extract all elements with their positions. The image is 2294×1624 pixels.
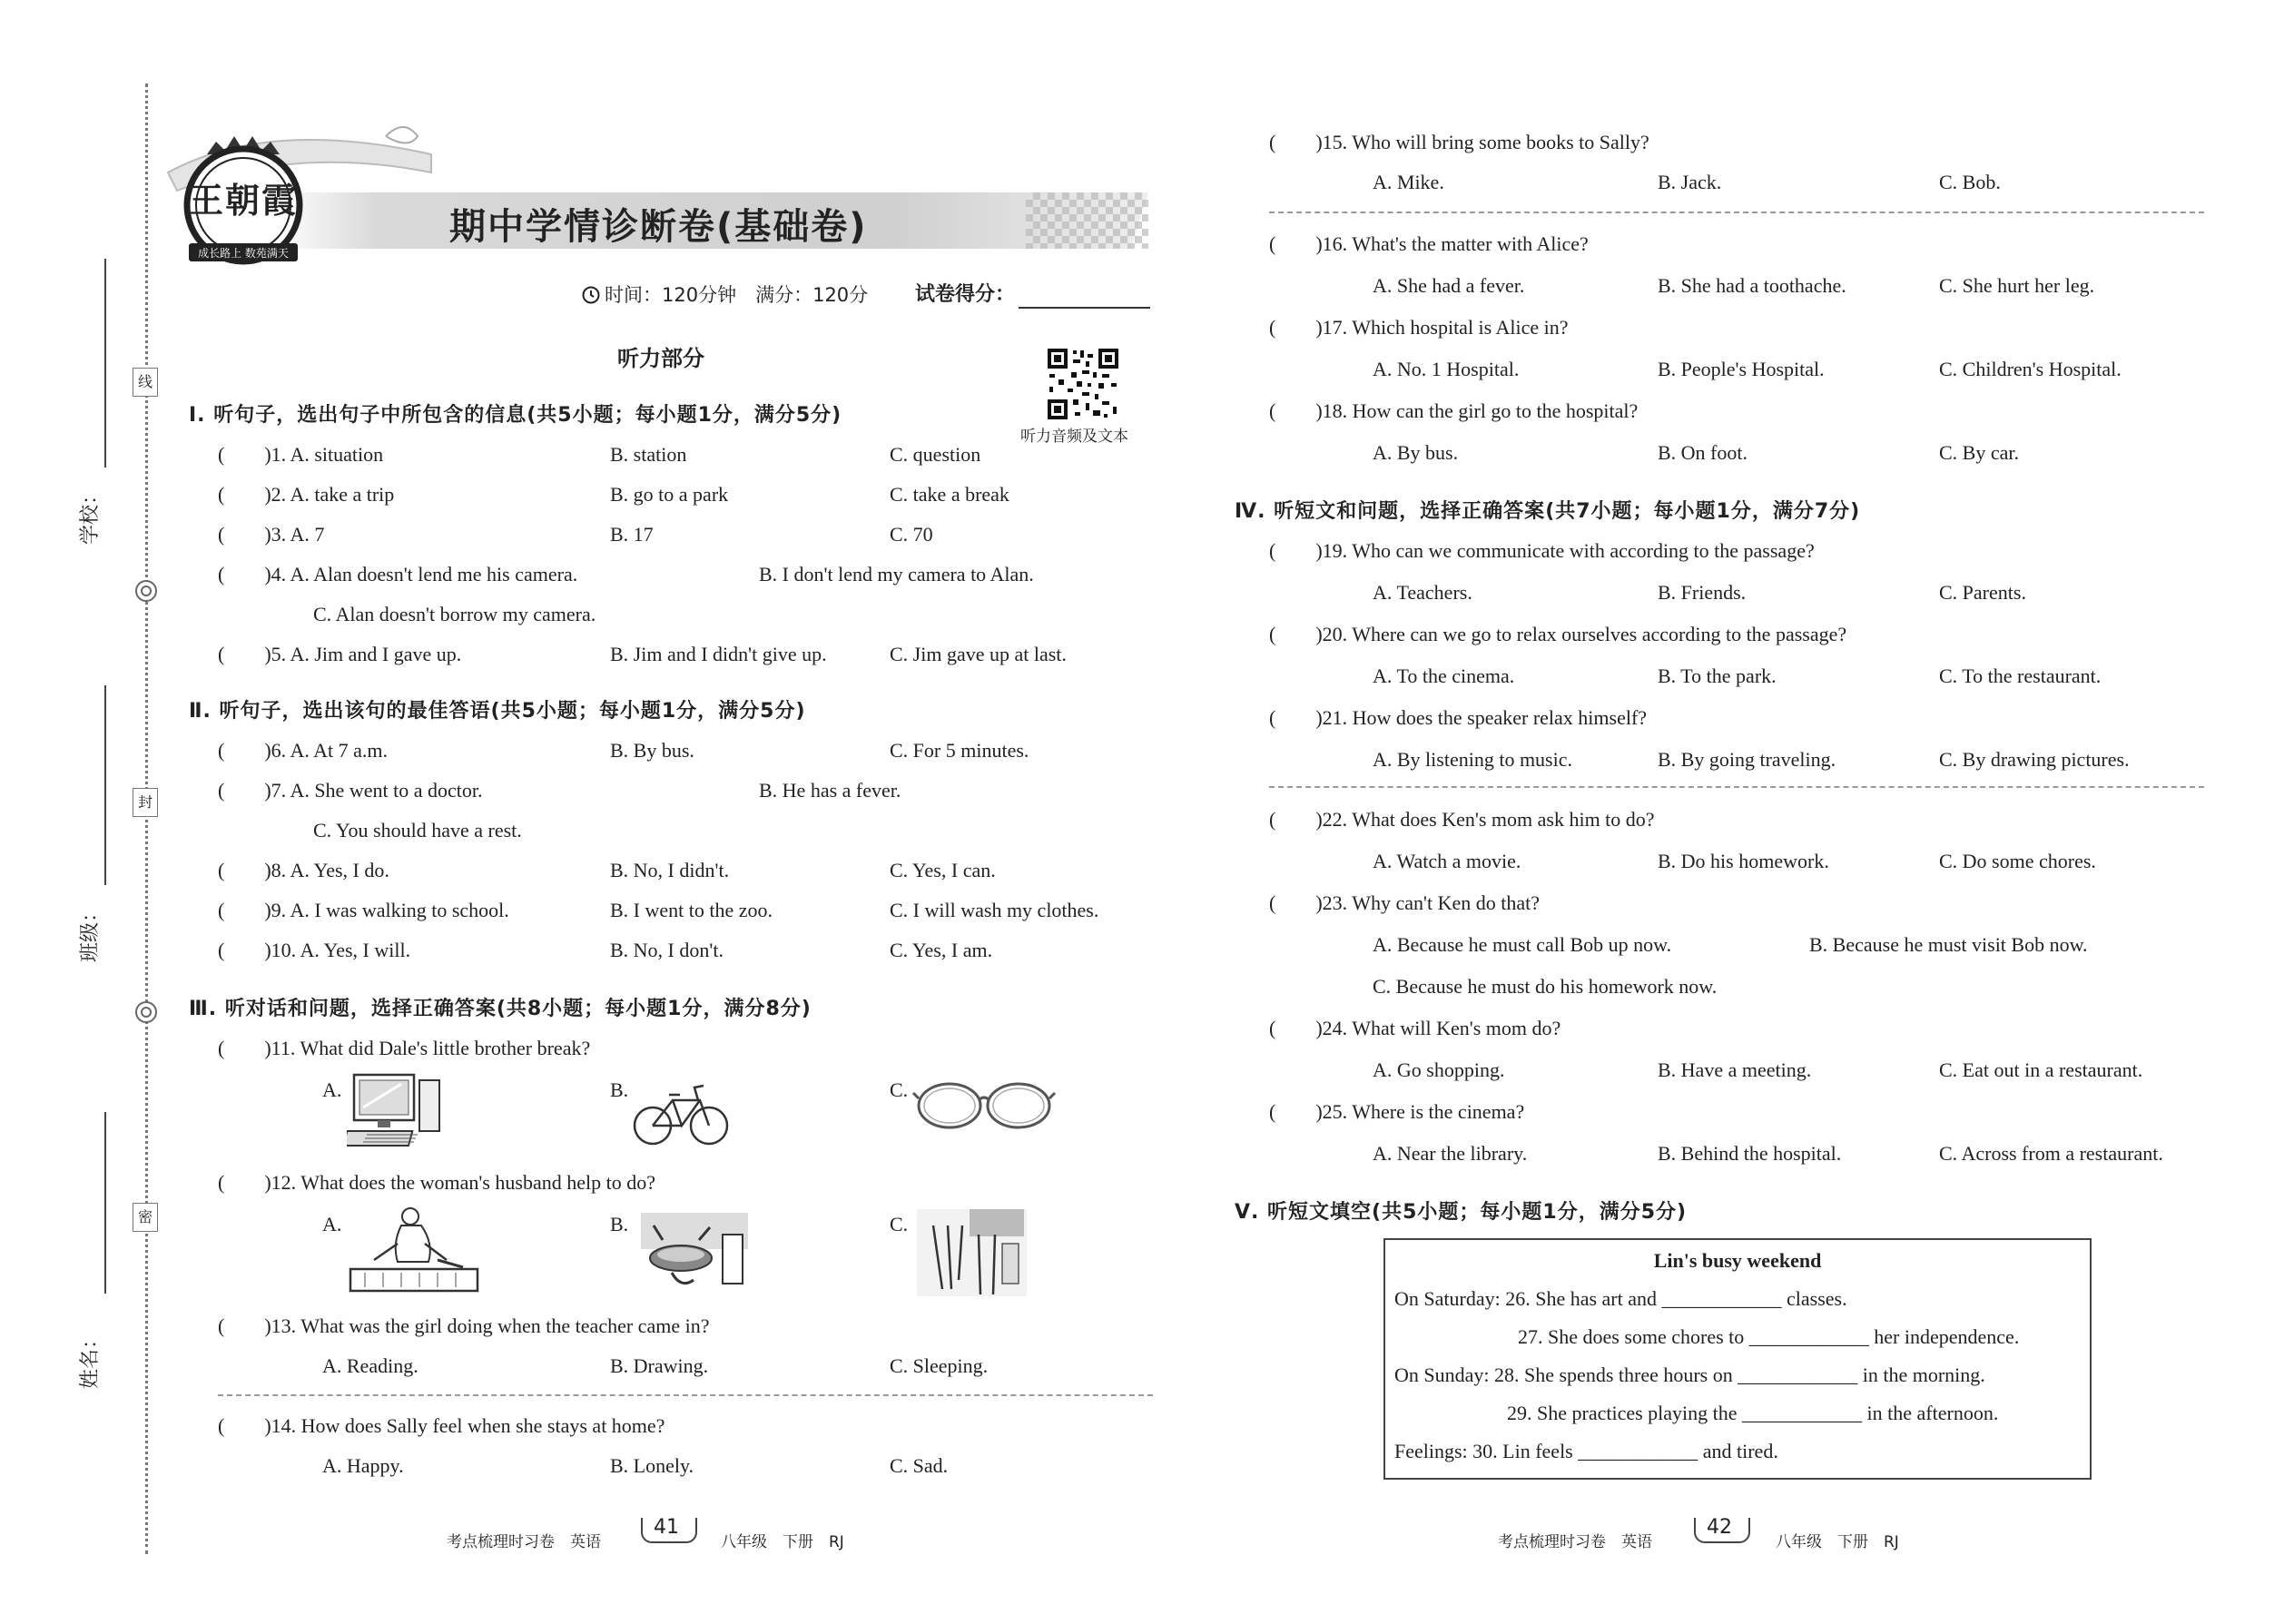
q24-option-c: C. Eat out in a restaurant. bbox=[1939, 1058, 2143, 1081]
q6-stem: ( )6. A. At 7 a.m. bbox=[218, 739, 388, 762]
q17-stem: ( )17. Which hospital is Alice in? bbox=[1269, 316, 1569, 339]
q11-option-b-label: B. bbox=[610, 1078, 629, 1101]
fill-in-line-29[interactable]: 29. She practices playing the ____________ in the afternoon. bbox=[1507, 1402, 1999, 1424]
divider-dashed bbox=[1269, 212, 2204, 213]
q3-option-b: B. 17 bbox=[610, 523, 654, 546]
title-band-checker bbox=[1026, 192, 1148, 249]
q3-stem: ( )3. A. 7 bbox=[218, 523, 325, 546]
q20-option-c: C. To the restaurant. bbox=[1939, 664, 2102, 687]
binding-mark-feng: 封 bbox=[133, 788, 158, 817]
q17-option-b: B. People's Hospital. bbox=[1658, 358, 1825, 380]
section-4-heading: Ⅳ. 听短文和问题，选择正确答案(共7小题；每小题1分，满分7分) bbox=[1235, 500, 1861, 523]
q17-option-a: A. No. 1 Hospital. bbox=[1373, 358, 1520, 380]
q20-option-a: A. To the cinema. bbox=[1373, 664, 1515, 687]
q6-option-b: B. By bus. bbox=[610, 739, 694, 762]
q12-option-b-label: B. bbox=[610, 1213, 629, 1235]
q5-option-b: B. Jim and I didn't give up. bbox=[610, 643, 827, 665]
name-field-label: 姓名： bbox=[79, 1328, 102, 1389]
section-3-heading: Ⅲ. 听对话和问题，选择正确答案(共8小题；每小题1分，满分8分) bbox=[189, 998, 812, 1020]
listening-section-title: 听力部分 bbox=[617, 346, 704, 371]
q8-option-c: C. Yes, I can. bbox=[890, 859, 996, 881]
clock-icon bbox=[581, 285, 601, 305]
q9-stem: ( )9. A. I was walking to school. bbox=[218, 899, 509, 921]
q1-option-b: B. station bbox=[610, 443, 687, 466]
q21-option-a: A. By listening to music. bbox=[1373, 748, 1572, 771]
divider-dashed bbox=[1269, 786, 2204, 788]
class-field-line bbox=[104, 685, 106, 885]
q10-stem: ( )10. A. Yes, I will. bbox=[218, 939, 411, 961]
q2-stem: ( )2. A. take a trip bbox=[218, 483, 395, 506]
q16-option-c: C. She hurt her leg. bbox=[1939, 274, 2095, 297]
q24-option-b: B. Have a meeting. bbox=[1658, 1058, 1812, 1081]
q12-option-a-label: A. bbox=[322, 1213, 342, 1235]
q17-option-c: C. Children's Hospital. bbox=[1939, 358, 2122, 380]
q12-option-c-label: C. bbox=[890, 1213, 909, 1235]
q14-stem: ( )14. How does Sally feel when she stays at home? bbox=[218, 1414, 665, 1437]
footer-left-suffix: 八年级 下册 RJ bbox=[721, 1533, 844, 1551]
q10-option-b: B. No, I don't. bbox=[610, 939, 724, 961]
section-2-heading: Ⅱ. 听句子，选出该句的最佳答语(共5小题；每小题1分，满分5分) bbox=[189, 700, 806, 723]
q21-stem: ( )21. How does the speaker relax himself? bbox=[1269, 706, 1648, 729]
q4-option-c: C. Alan doesn't borrow my camera. bbox=[313, 603, 596, 625]
q7-option-c: C. You should have a rest. bbox=[313, 819, 522, 842]
cleaning-floor-picture bbox=[347, 1207, 483, 1298]
binding-mark-mi: 密 bbox=[133, 1203, 158, 1232]
computer-picture bbox=[347, 1071, 447, 1153]
q5-option-c: C. Jim gave up at last. bbox=[890, 643, 1067, 665]
q11-option-c-label: C. bbox=[890, 1078, 909, 1101]
washing-dishes-picture bbox=[635, 1207, 753, 1298]
q8-stem: ( )8. A. Yes, I do. bbox=[218, 859, 389, 881]
page-title: 期中学情诊断卷(基础卷) bbox=[449, 206, 868, 248]
divider-dashed bbox=[218, 1394, 1153, 1396]
q15-option-a: A. Mike. bbox=[1373, 171, 1444, 193]
fill-in-line-30[interactable]: Feelings: 30. Lin feels ____________ and tired. bbox=[1394, 1440, 1778, 1462]
q22-option-b: B. Do his homework. bbox=[1658, 850, 1829, 872]
qr-code-icon[interactable] bbox=[1046, 347, 1120, 421]
fill-in-line-28[interactable]: On Sunday: 28. She spends three hours on ____________ in the morning. bbox=[1394, 1363, 1985, 1386]
q22-stem: ( )22. What does Ken's mom ask him to do? bbox=[1269, 808, 1655, 831]
q22-option-a: A. Watch a movie. bbox=[1373, 850, 1521, 872]
q15-option-b: B. Jack. bbox=[1658, 171, 1722, 193]
q16-option-a: A. She had a fever. bbox=[1373, 274, 1525, 297]
brand-logo-text: 王朝霞 bbox=[188, 181, 298, 221]
footer-left-prefix: 考点梳理时习卷 英语 bbox=[447, 1533, 601, 1551]
q11-stem: ( )11. What did Dale's little brother break? bbox=[218, 1037, 591, 1059]
q1-stem: ( )1. A. situation bbox=[218, 443, 384, 466]
q4-option-b: B. I don't lend my camera to Alan. bbox=[759, 563, 1034, 586]
q21-option-b: B. By going traveling. bbox=[1658, 748, 1836, 771]
q14-option-a: A. Happy. bbox=[322, 1454, 404, 1477]
binding-mark-xian: 线 bbox=[133, 368, 158, 397]
q25-stem: ( )25. Where is the cinema? bbox=[1269, 1100, 1525, 1123]
q18-option-b: B. On foot. bbox=[1658, 441, 1748, 464]
q7-option-b: B. He has a fever. bbox=[759, 779, 901, 802]
section-1-heading: Ⅰ. 听句子，选出句子中所包含的信息(共5小题；每小题1分，满分5分) bbox=[189, 404, 842, 427]
binding-ornament-icon bbox=[133, 577, 160, 605]
q13-option-b: B. Drawing. bbox=[610, 1354, 709, 1377]
section-5-heading: Ⅴ. 听短文填空(共5小题；每小题1分，满分5分) bbox=[1235, 1201, 1688, 1224]
q16-stem: ( )16. What's the matter with Alice? bbox=[1269, 232, 1589, 255]
fill-in-line-26[interactable]: On Saturday: 26. She has art and ____________ classes. bbox=[1394, 1287, 1847, 1310]
q18-stem: ( )18. How can the girl go to the hospital? bbox=[1269, 399, 1639, 422]
q19-stem: ( )19. Who can we communicate with according to the passage? bbox=[1269, 539, 1815, 562]
school-field-label: 学校： bbox=[79, 484, 102, 545]
footer-right-page-number: 42 bbox=[1707, 1516, 1732, 1539]
q18-option-a: A. By bus. bbox=[1373, 441, 1459, 464]
fill-in-box-title: Lin's busy weekend bbox=[1653, 1249, 1822, 1272]
q15-stem: ( )15. Who will bring some books to Sally? bbox=[1269, 131, 1649, 153]
q13-option-c: C. Sleeping. bbox=[890, 1354, 989, 1377]
q23-stem: ( )23. Why can't Ken do that? bbox=[1269, 891, 1541, 914]
footer-left-page-number: 41 bbox=[654, 1516, 679, 1539]
q11-option-a-label: A. bbox=[322, 1078, 342, 1101]
q3-option-c: C. 70 bbox=[890, 523, 933, 546]
class-field-label: 班级： bbox=[79, 901, 102, 962]
q7-stem: ( )7. A. She went to a doctor. bbox=[218, 779, 483, 802]
q13-option-a: A. Reading. bbox=[322, 1354, 418, 1377]
q25-option-b: B. Behind the hospital. bbox=[1658, 1142, 1842, 1165]
q2-option-c: C. take a break bbox=[890, 483, 1009, 506]
glasses-picture bbox=[911, 1073, 1057, 1137]
q20-stem: ( )20. Where can we go to relax ourselves according to the passage? bbox=[1269, 623, 1847, 645]
name-field-line bbox=[104, 1112, 106, 1294]
footer-right-suffix: 八年级 下册 RJ bbox=[1776, 1533, 1899, 1551]
q9-option-c: C. I will wash my clothes. bbox=[890, 899, 1099, 921]
binding-dotted-line bbox=[145, 84, 148, 1554]
q4-stem: ( )4. A. Alan doesn't lend me his camera. bbox=[218, 563, 578, 586]
q25-option-a: A. Near the library. bbox=[1373, 1142, 1528, 1165]
q5-stem: ( )5. A. Jim and I gave up. bbox=[218, 643, 462, 665]
score-label: 试卷得分： bbox=[915, 283, 1016, 306]
q18-option-c: C. By car. bbox=[1939, 441, 2019, 464]
q24-stem: ( )24. What will Ken's mom do? bbox=[1269, 1017, 1561, 1039]
q15-option-c: C. Bob. bbox=[1939, 171, 2001, 193]
bicycle-picture bbox=[631, 1071, 731, 1153]
clothes-rack-picture bbox=[915, 1207, 1029, 1298]
q2-option-b: B. go to a park bbox=[610, 483, 729, 506]
q20-option-b: B. To the park. bbox=[1658, 664, 1777, 687]
q23-option-b: B. Because he must visit Bob now. bbox=[1809, 933, 2088, 956]
q9-option-b: B. I went to the zoo. bbox=[610, 899, 773, 921]
score-blank[interactable] bbox=[1019, 307, 1150, 309]
brand-logo-slogan: 成长路上 数苑满天 bbox=[198, 247, 289, 260]
q8-option-b: B. No, I didn't. bbox=[610, 859, 730, 881]
q14-option-b: B. Lonely. bbox=[610, 1454, 694, 1477]
q19-option-b: B. Friends. bbox=[1658, 581, 1747, 604]
q14-option-c: C. Sad. bbox=[890, 1454, 949, 1477]
exam-time-info: 时间：120分钟 满分：120分 bbox=[605, 284, 869, 306]
q25-option-c: C. Across from a restaurant. bbox=[1939, 1142, 2163, 1165]
q19-option-a: A. Teachers. bbox=[1373, 581, 1472, 604]
q13-stem: ( )13. What was the girl doing when the teacher came in? bbox=[218, 1314, 710, 1337]
q12-stem: ( )12. What does the woman's husband help to do? bbox=[218, 1171, 655, 1194]
footer-right-prefix: 考点梳理时习卷 英语 bbox=[1498, 1533, 1652, 1551]
q23-option-a: A. Because he must call Bob up now. bbox=[1373, 933, 1672, 956]
q24-option-a: A. Go shopping. bbox=[1373, 1058, 1505, 1081]
q23-option-c: C. Because he must do his homework now. bbox=[1373, 975, 1718, 998]
binding-ornament-icon bbox=[133, 999, 160, 1026]
q16-option-b: B. She had a toothache. bbox=[1658, 274, 1846, 297]
q21-option-c: C. By drawing pictures. bbox=[1939, 748, 2130, 771]
fill-in-line-27[interactable]: 27. She does some chores to ____________ her independence. bbox=[1518, 1325, 2020, 1348]
school-field-line bbox=[104, 259, 106, 468]
qr-caption: 听力音频及文本 bbox=[1020, 428, 1128, 446]
q1-option-c: C. question bbox=[890, 443, 981, 466]
q19-option-c: C. Parents. bbox=[1939, 581, 2026, 604]
q10-option-c: C. Yes, I am. bbox=[890, 939, 993, 961]
q6-option-c: C. For 5 minutes. bbox=[890, 739, 1029, 762]
q22-option-c: C. Do some chores. bbox=[1939, 850, 2096, 872]
